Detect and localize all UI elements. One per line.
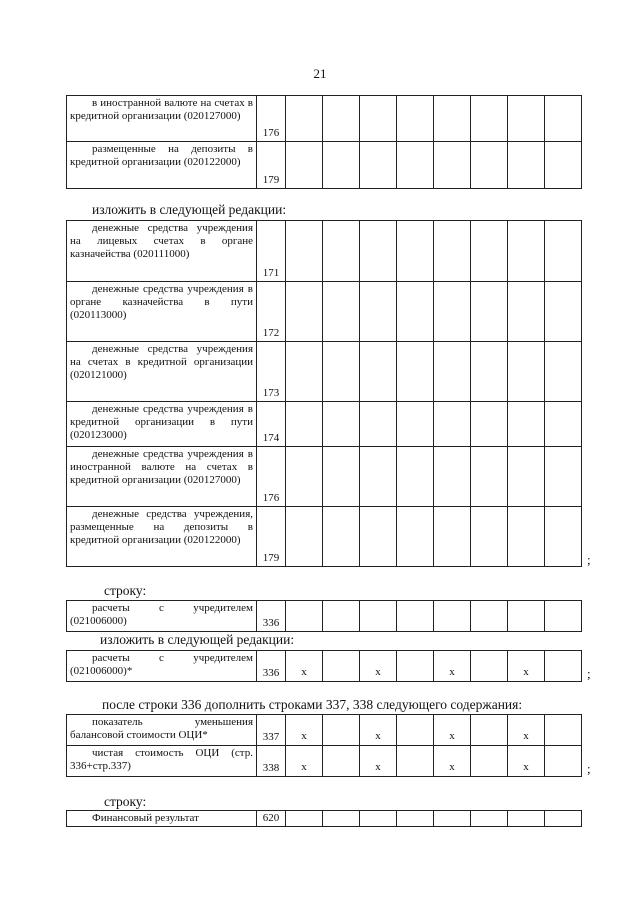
- table-c: [66, 600, 582, 632]
- value-cell: [286, 601, 323, 632]
- value-cell: [508, 96, 545, 142]
- page-number: 21: [313, 66, 327, 81]
- value-cell: [360, 507, 397, 567]
- table-row: [67, 507, 582, 567]
- value-cell: [323, 811, 360, 827]
- value-cell: х: [360, 746, 397, 777]
- value-cell: х: [508, 651, 545, 682]
- value-cell: [397, 96, 434, 142]
- row-code-cell: 336: [257, 651, 286, 682]
- value-cell: х: [508, 715, 545, 746]
- value-cell: [545, 447, 582, 507]
- value-cell: [434, 447, 471, 507]
- value-cell: [360, 447, 397, 507]
- value-cell: [286, 221, 323, 282]
- value-cell: [471, 811, 508, 827]
- value-cell: [323, 651, 360, 682]
- row-name-cell: [67, 96, 257, 142]
- value-cell: [397, 447, 434, 507]
- value-cell: х: [286, 746, 323, 777]
- table-row: [67, 447, 582, 507]
- row-name-cell: [67, 811, 257, 827]
- row-name-cell: [67, 746, 257, 777]
- semicolon-b: ;: [587, 552, 591, 567]
- value-cell: [545, 402, 582, 447]
- row-name-text: денежные средства учреждения в органе казначейства в пути (020113000): [70, 283, 253, 321]
- value-cell: [323, 746, 360, 777]
- row-code-cell: 336: [257, 601, 286, 632]
- row-code-cell: 620: [257, 811, 286, 827]
- value-cell: [545, 746, 582, 777]
- value-cell: [471, 221, 508, 282]
- table-row: [67, 96, 582, 142]
- row-name-text: денежные средства учреждения в иностранной валюте на счетах в кредитной организации (020127000): [70, 448, 253, 486]
- value-cell: х: [360, 651, 397, 682]
- table-row: [67, 142, 582, 189]
- value-cell: [286, 282, 323, 342]
- value-cell: [397, 507, 434, 567]
- value-cell: [471, 282, 508, 342]
- row-name-text: размещенные на депозиты в кредитной организации (020122000): [70, 143, 253, 168]
- table-row: [67, 282, 582, 342]
- value-cell: [434, 221, 471, 282]
- value-cell: [323, 601, 360, 632]
- value-cell: [434, 96, 471, 142]
- value-cell: х: [286, 715, 323, 746]
- value-cell: [508, 601, 545, 632]
- row-name-cell: [67, 715, 257, 746]
- value-cell: [397, 811, 434, 827]
- value-cell: [397, 746, 434, 777]
- table-row: [67, 746, 582, 777]
- value-cell: [508, 447, 545, 507]
- value-cell: [323, 96, 360, 142]
- value-cell: [434, 507, 471, 567]
- row-name-text: денежные средства учреждения на счетах в кредитной организации (020121000): [70, 343, 253, 381]
- value-cell: [434, 811, 471, 827]
- value-cell: [545, 601, 582, 632]
- table-b: [66, 220, 582, 567]
- value-cell: [545, 282, 582, 342]
- value-cell: [397, 342, 434, 402]
- value-cell: [508, 342, 545, 402]
- value-cell: х: [360, 715, 397, 746]
- value-cell: [397, 142, 434, 189]
- value-cell: [286, 811, 323, 827]
- value-cell: [286, 402, 323, 447]
- row-name-text: расчеты с учредителем (021006000): [70, 602, 253, 627]
- row-name-cell: [67, 601, 257, 632]
- value-cell: [545, 811, 582, 827]
- value-cell: [360, 221, 397, 282]
- value-cell: [508, 811, 545, 827]
- row-name-cell: [67, 507, 257, 567]
- value-cell: [471, 402, 508, 447]
- table-a: [66, 95, 582, 189]
- value-cell: [323, 402, 360, 447]
- value-cell: [397, 601, 434, 632]
- row-code-cell: 171: [257, 221, 286, 282]
- value-cell: [323, 715, 360, 746]
- row-name-cell: [67, 282, 257, 342]
- row-name-cell: [67, 651, 257, 682]
- row-code-cell: 174: [257, 402, 286, 447]
- value-cell: [471, 447, 508, 507]
- value-cell: [360, 811, 397, 827]
- value-cell: [397, 221, 434, 282]
- value-cell: [471, 507, 508, 567]
- value-cell: [545, 715, 582, 746]
- table-row: [67, 342, 582, 402]
- row-name-text: денежные средства учреждения, размещенные на депозиты в кредитной организации (020122000): [70, 508, 253, 546]
- caption-row-2: строку:: [104, 794, 147, 809]
- value-cell: [360, 142, 397, 189]
- value-cell: [434, 342, 471, 402]
- row-code-cell: 337: [257, 715, 286, 746]
- value-cell: [471, 601, 508, 632]
- value-cell: [286, 447, 323, 507]
- value-cell: х: [434, 651, 471, 682]
- value-cell: [286, 142, 323, 189]
- semicolon-d: ;: [587, 666, 591, 681]
- value-cell: [286, 96, 323, 142]
- row-code-cell: 179: [257, 507, 286, 567]
- value-cell: х: [286, 651, 323, 682]
- table-e: [66, 714, 582, 777]
- value-cell: [323, 507, 360, 567]
- value-cell: [434, 601, 471, 632]
- table-row: [67, 651, 582, 682]
- value-cell: [323, 342, 360, 402]
- row-name-text: в иностранной валюте на счетах в кредитной организации (020127000): [70, 97, 253, 122]
- value-cell: [471, 746, 508, 777]
- row-name-text: расчеты с учредителем (021006000)*: [70, 652, 253, 677]
- value-cell: [508, 507, 545, 567]
- value-cell: [360, 282, 397, 342]
- row-code-cell: 176: [257, 96, 286, 142]
- row-name-cell: [67, 142, 257, 189]
- value-cell: [360, 402, 397, 447]
- value-cell: [323, 221, 360, 282]
- caption-add-rows: после строки 336 дополнить строками 337, 338 следующего содержания:: [102, 697, 523, 712]
- value-cell: [545, 221, 582, 282]
- value-cell: [397, 402, 434, 447]
- value-cell: [434, 282, 471, 342]
- value-cell: [545, 96, 582, 142]
- value-cell: [471, 142, 508, 189]
- value-cell: [545, 507, 582, 567]
- table-row: [67, 221, 582, 282]
- row-name-cell: [67, 402, 257, 447]
- table-row: [67, 601, 582, 632]
- row-name-cell: [67, 342, 257, 402]
- value-cell: [397, 715, 434, 746]
- row-name-text: денежные средства учреждения в кредитной организации в пути (020123000): [70, 403, 253, 441]
- row-name-cell: [67, 447, 257, 507]
- value-cell: [286, 507, 323, 567]
- value-cell: [360, 601, 397, 632]
- row-code-cell: 179: [257, 142, 286, 189]
- value-cell: [471, 715, 508, 746]
- value-cell: [434, 142, 471, 189]
- value-cell: [471, 342, 508, 402]
- row-code-cell: 172: [257, 282, 286, 342]
- row-name-text: Финансовый результат: [92, 812, 199, 824]
- value-cell: [397, 282, 434, 342]
- value-cell: [434, 402, 471, 447]
- value-cell: [360, 342, 397, 402]
- row-code-cell: 338: [257, 746, 286, 777]
- value-cell: [397, 651, 434, 682]
- value-cell: [323, 447, 360, 507]
- table-f: [66, 810, 582, 827]
- value-cell: [323, 142, 360, 189]
- value-cell: [286, 342, 323, 402]
- table-row: [67, 811, 582, 827]
- value-cell: [323, 282, 360, 342]
- value-cell: [471, 651, 508, 682]
- table-row: [67, 715, 582, 746]
- value-cell: [508, 142, 545, 189]
- value-cell: [508, 282, 545, 342]
- value-cell: [360, 96, 397, 142]
- row-name-text: показатель уменьшения балансовой стоимости ОЦИ*: [70, 716, 253, 741]
- value-cell: х: [434, 715, 471, 746]
- value-cell: [545, 651, 582, 682]
- value-cell: х: [434, 746, 471, 777]
- row-code-cell: 176: [257, 447, 286, 507]
- value-cell: х: [508, 746, 545, 777]
- row-code-cell: 173: [257, 342, 286, 402]
- caption-edit-1: изложить в следующей редакции:: [92, 202, 287, 217]
- value-cell: [545, 342, 582, 402]
- value-cell: [508, 221, 545, 282]
- row-name-text: денежные средства учреждения на лицевых счетах в органе казначейства (020111000): [70, 222, 253, 260]
- table-row: [67, 402, 582, 447]
- caption-row-1: строку:: [104, 583, 147, 598]
- caption-edit-2: изложить в следующей редакции:: [100, 632, 295, 647]
- table-d: [66, 650, 582, 682]
- semicolon-e: ;: [587, 761, 591, 776]
- value-cell: [471, 96, 508, 142]
- value-cell: [545, 142, 582, 189]
- value-cell: [508, 402, 545, 447]
- row-name-text: чистая стоимость ОЦИ (стр. 336+стр.337): [70, 747, 253, 772]
- row-name-cell: [67, 221, 257, 282]
